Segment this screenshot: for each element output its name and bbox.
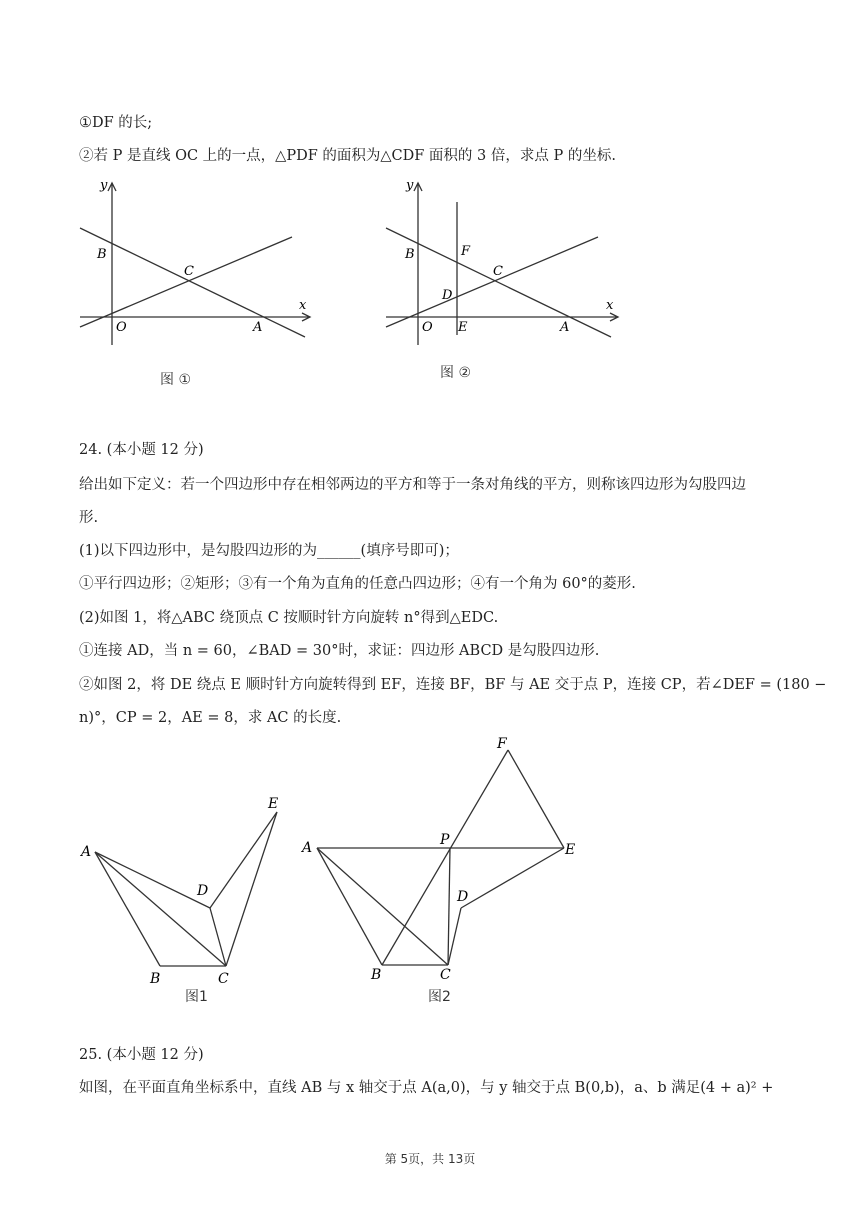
line-ab [386,228,611,337]
label-c: C [493,264,503,279]
label-e: E [565,842,576,858]
q23-part1: ①DF 的长; [79,115,153,131]
q24-header: 24. (本小题 12 分) [79,442,204,458]
label-b: B [97,247,107,262]
label-e: E [458,320,468,335]
label-c: C [218,971,229,987]
seg-ac [317,848,448,965]
seg-fe [508,750,564,848]
line-ab [80,228,305,337]
label-b: B [150,971,161,987]
seg-dc [448,908,461,965]
q24-sub2: (2)如图 1，将△ABC 绕顶点 C 按顺时针方向旋转 n°得到△EDC. [79,610,499,626]
seg-pc [448,848,450,965]
label-b: B [371,967,382,983]
label-x: x [299,298,307,313]
figure-24-1 [75,790,295,1015]
figure-24-2 [295,735,595,1015]
label-e: E [268,796,279,812]
q24-definition-line2: 形. [79,510,99,526]
q24-sub2-2-line1: ②如图 2，将 DE 绕点 E 顺时针方向旋转得到 EF，连接 BF，BF 与 AE 交于点 P，连接 CP，若∠DEF = (180 − [79,677,827,693]
seg-ec [226,812,277,966]
label-x: x [606,298,614,313]
q23-part2: ②若 P 是直线 OC 上的一点，△PDF 的面积为△CDF 面积的 3 倍，求点 P 的坐标. [79,148,616,164]
q24-sub2-1: ①连接 AD，当 n = 60，∠BAD = 30°时，求证：四边形 ABCD 是勾股四边形. [79,643,600,659]
figure-23-1 [70,175,320,395]
seg-bf [382,750,508,965]
label-a: A [81,844,92,860]
q24-definition-line1: 给出如下定义：若一个四边形中存在相邻两边的平方和等于一条对角线的平方，则称该四边形为勾股四边 [79,477,746,493]
label-y: y [406,178,414,193]
q25-header: 25. (本小题 12 分) [79,1047,204,1063]
label-f: F [461,244,471,259]
seg-de [210,812,277,908]
figure-24-2-caption: 图2 [428,989,451,1005]
seg-dc [210,908,226,966]
label-o: O [116,320,127,335]
label-d: D [457,889,469,905]
label-c: C [440,967,451,983]
label-b: B [405,247,415,262]
q24-sub1: (1)以下四边形中，是勾股四边形的为______(填序号即可)； [79,543,459,559]
label-y: y [100,178,108,193]
q25-line1: 如图，在平面直角坐标系中，直线 AB 与 x 轴交于点 A(a,0)，与 y 轴交于点 B(0,b)，a、b 满足(4 + a)² + [79,1080,774,1096]
figure-24-1-caption: 图1 [185,989,208,1005]
label-c: C [184,264,194,279]
seg-de [461,848,564,908]
page-footer: 第 5页，共 13页 [384,1152,476,1166]
seg-ad [95,852,210,908]
figure-23-1-caption: 图 ① [160,372,192,388]
label-d: D [197,883,209,899]
seg-ab [95,852,160,966]
label-p: P [440,832,450,848]
label-a: A [560,320,570,335]
seg-ab [317,848,382,965]
figure-23-2 [378,175,628,395]
figure-23-2-caption: 图 ② [440,365,472,381]
label-a: A [302,840,313,856]
q24-options: ①平行四边形；②矩形；③有一个角为直角的任意凸四边形；④有一个角为 60°的菱形. [79,576,636,592]
label-d: D [442,288,453,303]
q24-sub2-2-line2: n)°，CP = 2，AE = 8，求 AC 的长度. [79,710,342,726]
label-o: O [422,320,433,335]
label-a: A [253,320,263,335]
seg-ac [95,852,226,966]
label-f: F [497,736,507,752]
